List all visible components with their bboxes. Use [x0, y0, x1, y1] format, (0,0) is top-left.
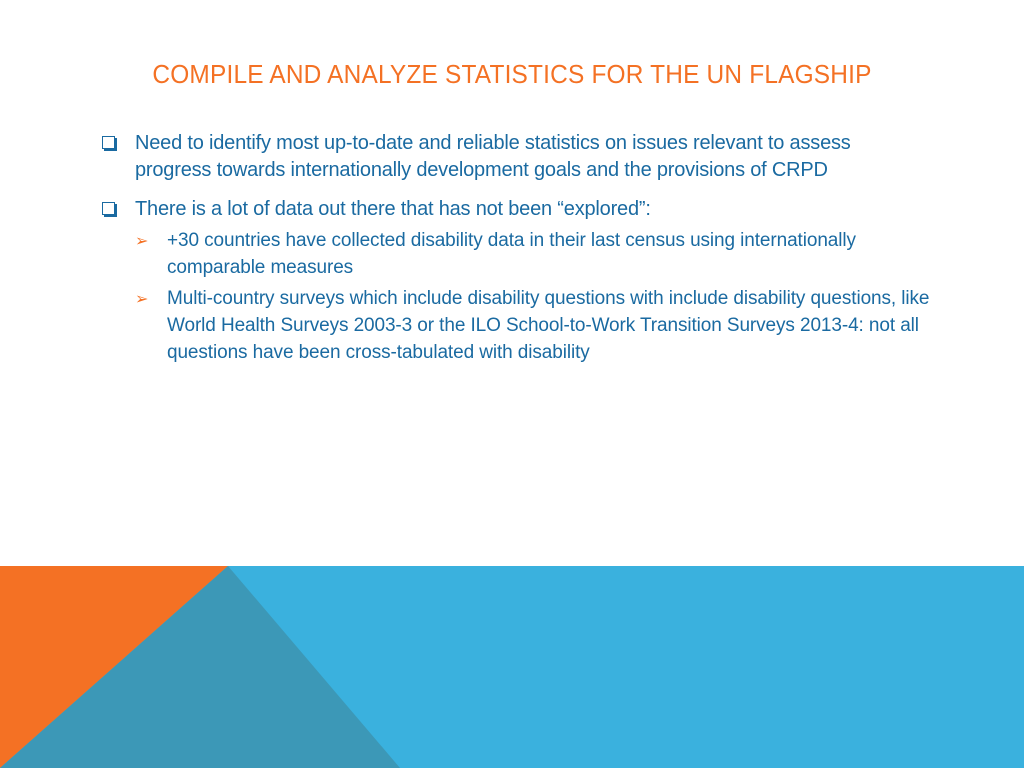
bullet-text: There is a lot of data out there that has not been “explored”: [135, 198, 651, 220]
footer-shapes [0, 566, 1024, 768]
sub-bullet-text: +30 countries have collected disability data in their last census using internationally comparable measures [167, 230, 856, 278]
slide-title: COMPILE AND ANALYZE STATISTICS FOR THE UN FLAGSHIP [152, 59, 872, 89]
slide-body [100, 130, 930, 366]
sub-bullet-item [135, 227, 930, 281]
arrowhead-bullet-icon: ➢ [135, 289, 149, 308]
bullet-item [100, 196, 930, 366]
bullet-text: Need to identify most up-to-date and reliable statistics on issues relevant to assess progress towards internationally development goals and the provisions of CRPD [135, 132, 851, 181]
sub-bullet-item [135, 285, 930, 366]
sub-bullet-text: Multi-country surveys which include disability questions with include disability questions, like World Health Surveys 2003-3 or the ILO School-to-Work Transition Surveys 2013-4: not all questions have been cross-tabulated with disability [167, 288, 930, 363]
sub-bullet-list [135, 227, 930, 366]
square-checkbox-icon [102, 202, 115, 215]
decorative-footer [0, 566, 1024, 768]
bullet-item [100, 130, 930, 184]
arrowhead-bullet-icon: ➢ [135, 231, 149, 250]
square-checkbox-icon [102, 136, 115, 149]
